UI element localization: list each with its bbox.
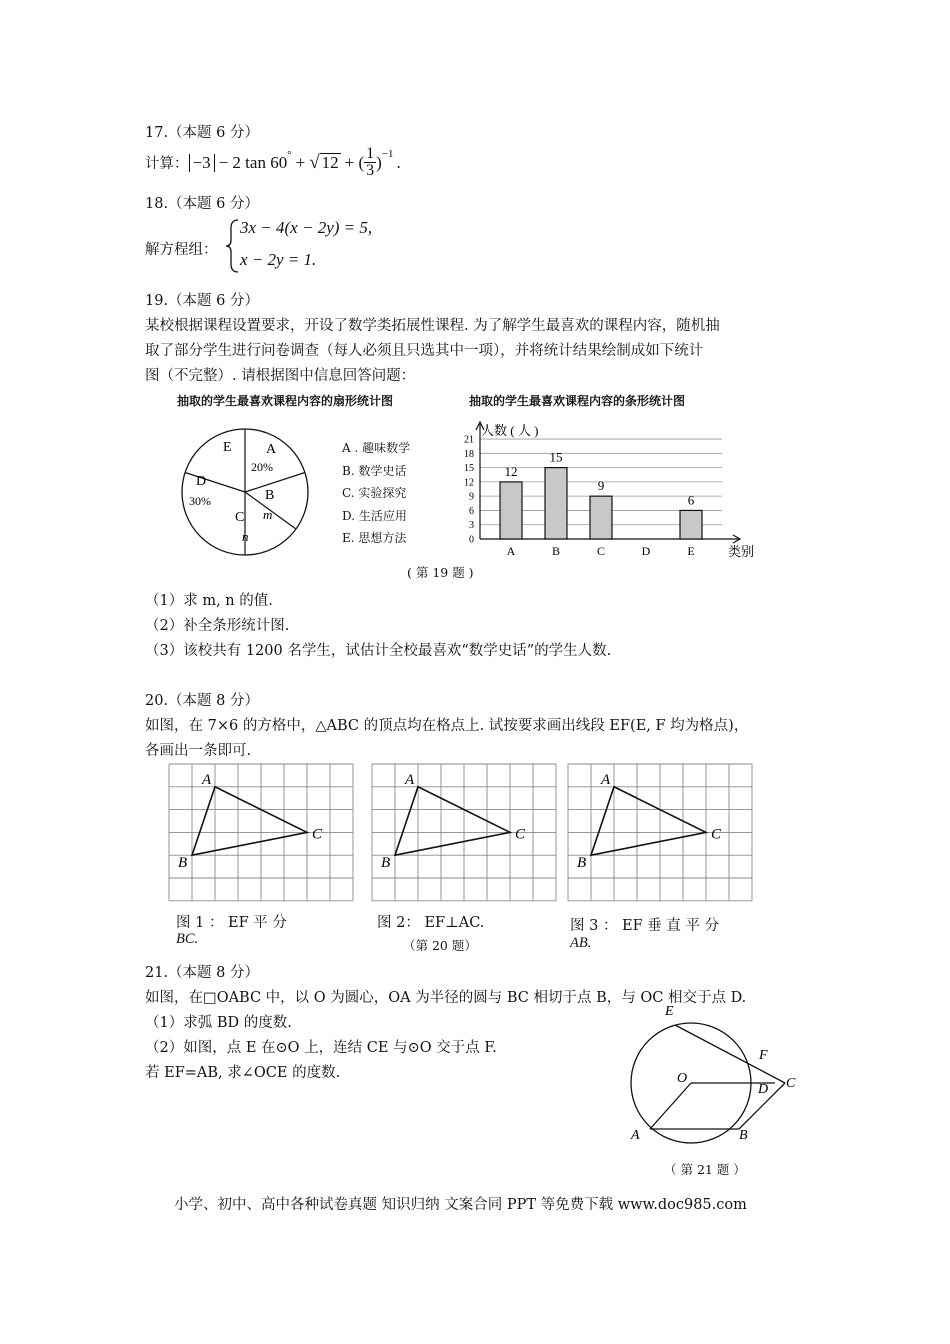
grid-figure-3 <box>564 762 759 904</box>
label-e: E <box>665 1004 674 1019</box>
legend-item-a: A . 趣味数学 <box>342 441 411 455</box>
vertex-label-c: C <box>312 826 323 843</box>
fig3-caption-line-1: 图 3 ： EF 垂 直 平 分 <box>570 918 720 934</box>
pie-legend <box>342 437 410 550</box>
bar-xlabel: 类别 <box>728 544 755 559</box>
bar-value-label: 9 <box>597 478 605 494</box>
vertex-label-c: C <box>711 826 722 843</box>
x-tick-label: B <box>551 544 561 558</box>
q20-line-1: 如图，在 7×6 的方格中，△ABC 的顶点均在格点上. 试按要求画出线段 EF(E, F 均为格点)， <box>145 718 749 734</box>
y-tick-label: 6 <box>469 505 474 517</box>
pie-value-a: 20% <box>251 460 273 474</box>
q17-expression <box>145 146 401 179</box>
q17-header: 17.（本题 6 分） <box>145 125 260 141</box>
brace-icon <box>225 218 241 274</box>
triangle-abc <box>192 787 307 855</box>
bar-a <box>500 482 522 539</box>
y-tick-label: 12 <box>464 477 474 489</box>
x-tick-label: E <box>687 544 695 558</box>
paren-close: ) <box>376 152 382 172</box>
tan-term: − 2 tan 60 <box>218 152 288 172</box>
bar-e <box>680 510 702 539</box>
pie-divider-a-b <box>245 473 305 493</box>
q19-sub-1: （1）求 m, n 的值. <box>145 593 273 609</box>
label-f: F <box>759 1048 768 1063</box>
page-footer: 小学、初中、高中各种试卷真题 知识归纳 文案合同 PPT 等免费下载 www.doc985.com <box>174 1197 747 1213</box>
label-a: A <box>631 1128 640 1143</box>
q19-sub-3: （3）该校共有 1200 名学生，试估计全校最喜欢“数学史话”的学生人数. <box>145 643 612 659</box>
q18-prompt: 解方程组： <box>145 242 218 258</box>
vertex-label-c: C <box>515 826 526 843</box>
q21-header: 21.（本题 8 分） <box>145 965 260 981</box>
pie-title: 抽取的学生最喜欢课程内容的扇形统计图 <box>177 394 394 408</box>
q19-line-1: 某校根据课程设置要求，开设了数学类拓展性课程. 为了解学生最喜欢的课程内容，随机抽 <box>145 318 720 334</box>
fig1-caption-line-1: 图 1 ： EF 平 分 <box>176 915 287 931</box>
legend-item-b: B. 数学史话 <box>342 463 407 478</box>
degree-sign: ° <box>287 148 292 161</box>
triangle-abc <box>395 787 510 855</box>
vertex-label-b: B <box>381 855 391 872</box>
y-tick-label: 3 <box>469 520 474 532</box>
pie-label-d: D <box>196 474 207 489</box>
x-tick-label: A <box>506 544 516 558</box>
bar-b <box>545 468 567 539</box>
sqrt-icon: √ <box>309 151 320 173</box>
fraction <box>364 146 376 179</box>
pie-value-c: n <box>242 529 249 544</box>
fig1-caption-line-2: BC. <box>176 931 199 947</box>
q19-header: 19.（本题 6 分） <box>145 293 260 309</box>
y-tick-label: 0 <box>469 534 474 546</box>
period: . <box>396 152 401 172</box>
label-d: D <box>758 1082 769 1097</box>
triangle-abc <box>591 787 706 855</box>
fraction-numerator: 1 <box>366 145 375 162</box>
bar-value-label: 6 <box>687 492 695 508</box>
fig3-caption-line-2: AB. <box>570 935 592 951</box>
legend-item-e: E. 思想方法 <box>342 531 407 546</box>
y-tick-label: 15 <box>464 463 474 475</box>
q20-caption: （第 20 题） <box>403 938 477 953</box>
q18-header: 18.（本题 6 分） <box>145 196 260 212</box>
x-tick-label: D <box>641 544 651 558</box>
vertex-label-a: A <box>202 771 212 788</box>
paren-open: + ( <box>344 152 365 172</box>
x-tick-label: C <box>596 544 606 558</box>
grid-figure-2 <box>368 762 563 904</box>
y-tick-label: 18 <box>464 448 474 460</box>
bar-title: 抽取的学生最喜欢课程内容的条形统计图 <box>469 394 686 408</box>
pie-label-a: A <box>266 442 277 457</box>
y-tick-label: 21 <box>464 434 474 446</box>
label-c: C <box>786 1076 796 1091</box>
exponent: −1 <box>381 147 394 160</box>
bar-chart <box>450 418 770 568</box>
q21-line-1: 如图，在□OABC 中，以 O 为圆心，OA 为半径的圆与 BC 相切于点 B，与 OC 相交于点 D. <box>145 990 747 1006</box>
segment-oa <box>650 1083 691 1129</box>
pie-label-b: B <box>265 488 275 503</box>
pie-label-c: C <box>235 510 245 525</box>
pie-divider-d-e <box>185 473 245 493</box>
q19-line-2: 取了部分学生进行问卷调查（每人必须且只选其中一项），并将统计结果绘制成如下统计 <box>145 343 704 359</box>
y-tick-label: 9 <box>469 491 474 503</box>
bar-c <box>590 496 612 539</box>
equation-2: x − 2y = 1. <box>240 250 317 269</box>
q19-line-3: 图（不完整）. 请根据图中信息回答问题： <box>145 368 416 384</box>
bar-value-label: 12 <box>504 463 518 479</box>
bar-ylabel: 人数 ( 人 ) <box>481 423 539 438</box>
q19-sub-2: （2）补全条形统计图. <box>145 618 290 634</box>
vertex-label-a: A <box>601 771 611 788</box>
fraction-denominator: 3 <box>366 162 375 179</box>
pie-chart <box>175 425 315 565</box>
abs-value: −3 <box>189 154 215 172</box>
legend-item-d: D. 生活应用 <box>342 508 407 523</box>
label-o: O <box>677 1071 688 1086</box>
pie-label-e: E <box>223 440 232 455</box>
legend-item-c: C. 实验探究 <box>342 486 407 501</box>
vertex-label-b: B <box>178 855 188 872</box>
pie-value-b: m <box>263 507 273 522</box>
q17-prompt: 计算： <box>145 156 189 172</box>
pie-value-d: 30% <box>189 494 211 508</box>
q21-caption: （ 第 21 题 ） <box>664 1162 746 1177</box>
bar-value-label: 15 <box>549 449 563 465</box>
label-b: B <box>739 1128 748 1143</box>
vertex-label-a: A <box>405 771 415 788</box>
grid-figure-1 <box>165 762 360 904</box>
fig2-caption: 图 2： EF⊥AC. <box>377 915 485 931</box>
circle-figure <box>620 998 800 1154</box>
equation-1: 3x − 4(x − 2y) = 5, <box>240 218 373 237</box>
q21-sub-1: （1）求弧 BD 的度数. <box>145 1015 292 1031</box>
q21-sub-2: （2）如图，点 E 在⊙O 上，连结 CE 与⊙O 交于点 F. <box>145 1040 497 1056</box>
plus-sign: + <box>295 152 306 172</box>
q19-caption: ( 第 19 题 ) <box>407 565 474 580</box>
sqrt-content: 12 <box>321 153 339 172</box>
q20-header: 20.（本题 8 分） <box>145 693 260 709</box>
q20-line-2: 各画出一条即可. <box>145 743 252 759</box>
q21-sub-2b: 若 EF=AB, 求∠OCE 的度数. <box>145 1065 341 1081</box>
segment-ec <box>675 1025 785 1083</box>
vertex-label-b: B <box>577 855 587 872</box>
